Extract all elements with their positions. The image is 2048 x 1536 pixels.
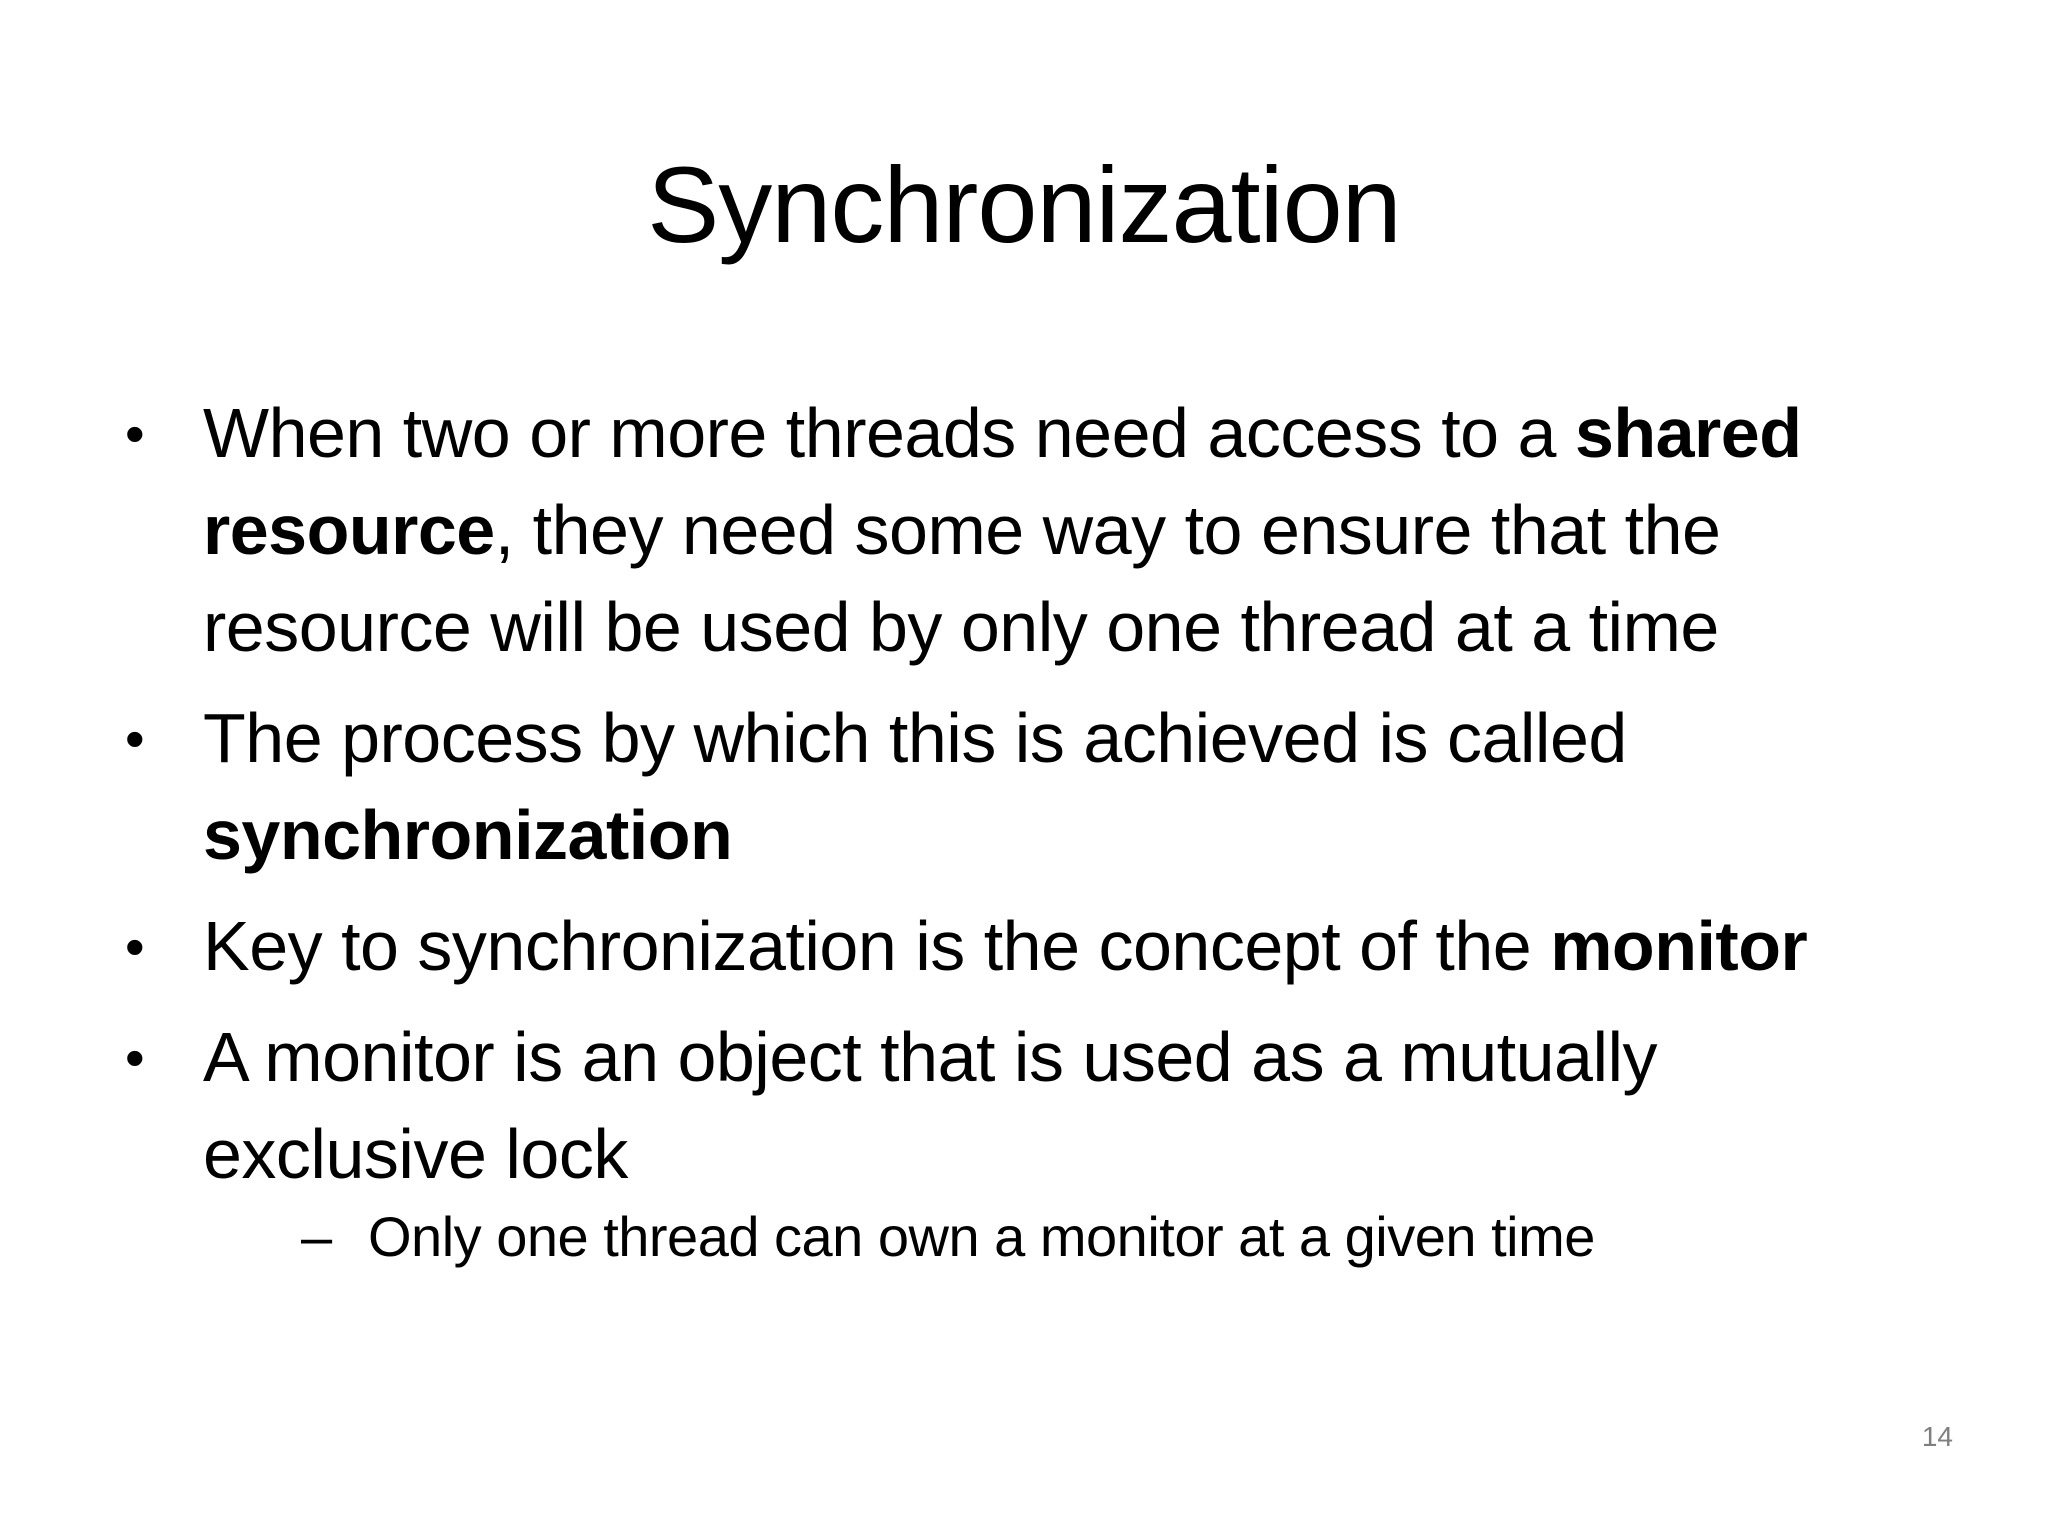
bullet-text: Key to synchronization is the concept of the [203, 907, 1551, 985]
bullet-marker: • [125, 707, 145, 770]
bullet-bold-text: shared resource [203, 394, 1802, 569]
bullet-marker: • [125, 402, 145, 465]
page-number: 14 [1921, 1421, 1953, 1452]
bullet-text: A monitor is an object that is used as a mutually exclusive lock [203, 1018, 1658, 1193]
bullet-item [125, 385, 1945, 676]
bullet-list [125, 385, 1945, 1291]
bullet-text: The process by which this is achieved is called [203, 699, 1627, 777]
bullet-item [125, 690, 1945, 884]
bullet-bold-text: synchronization [203, 796, 733, 874]
bullet-bold-text: monitor [1550, 907, 1808, 985]
bullet-marker: • [125, 915, 145, 978]
bullet-text: When two or more threads need access to a [203, 394, 1575, 472]
bullet-item [125, 1009, 1945, 1277]
bullet-text: , they need some way to ensure that the resource will be used by only one thread at a time [203, 491, 1721, 666]
bullet-marker: • [125, 1026, 145, 1089]
sub-bullet-item [203, 1197, 1945, 1277]
bullet-item [125, 898, 1945, 995]
sub-bullet-marker: – [301, 1205, 332, 1268]
sub-bullet-text: Only one thread can own a monitor at a given time [368, 1205, 1595, 1268]
slide-title: Synchronization [647, 144, 1401, 265]
